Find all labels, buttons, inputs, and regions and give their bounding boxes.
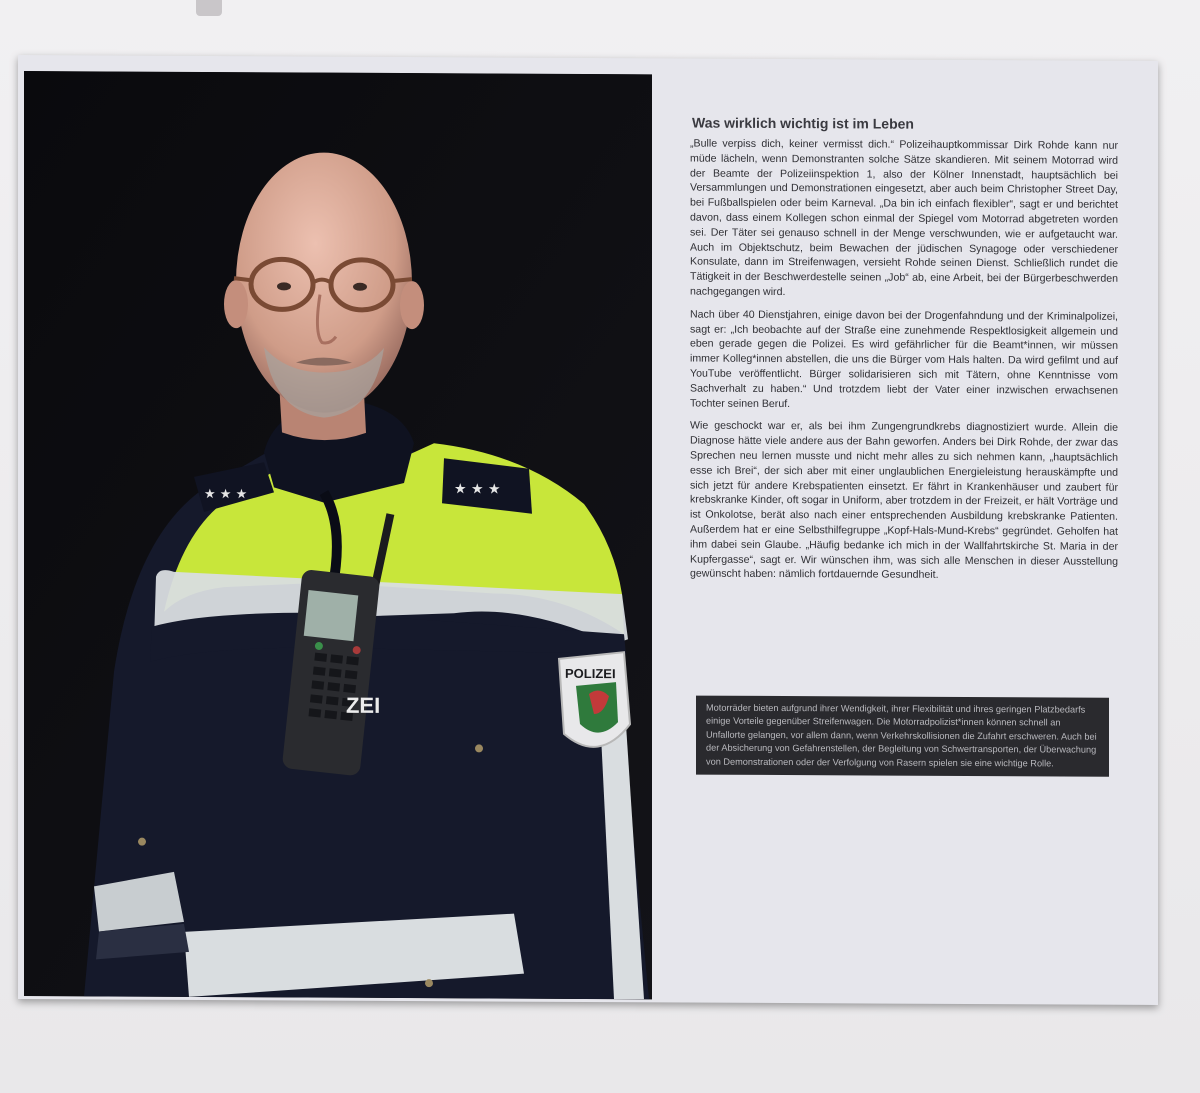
article-paragraph: Nach über 40 Dienstjahren, einige davon bei der Drogenfahndung und der Kriminalpolizei, sagt er: „Ich beobachte auf der Straße eine zunehmende Respektlosigkeit allgemein und eben gerade gegen die Polizei. Es wird gefährlicher für die Beamt*innen, wir müssen immer Kolleg*innen abstellen, die uns die Bürger vom Hals halten. Da wird gefilmt und auf YouTube veröffentlicht. Bürger solidarisieren sich mit Tätern, ohne Kenntnisse vom Sachverhalt zu haben.“ Und trotzdem liebt der Vater einer inzwischen erwachsenen Tochter seinen Beruf. <box>690 308 1118 410</box>
article-paragraph: „Bulle verpiss dich, keiner vermisst dich.“ Polizeihauptkommissar Dirk Rohde kann nur müde lächeln, wenn Demonstranten solche Sätze skandieren. Mit seinem Motorrad wird der Beamte der Polizeiinspektion 1, also der Kölner Innenstadt, hauptsächlich bei Versammlungen und Demonstrationen eingesetzt, aber auch beim Christopher Street Day, bei Fußballspielen oder beim Karneval. „Da bin ich einfach flexibler“, sagt er und berichtet davon, dass einem Kollegen schon einmal der Spiegel vom Motorrad abgetreten worden sei. Der Täter sei genauso schnell in der Menge verschwunden, wie er aufgetaucht war. Auch im Objektschutz, beim Bewachen der jüdischen Synagoge oder verschiedener Konsulate, dann im Streifenwagen, versieht Rohde seinen Dienst. Schließlich rundet die Tätigkeit in der Beschwerdestelle seinen „Job“ ab, eine Arbeit, bei der Bürgerbeschwerden nachgegangen wird. <box>690 137 1118 299</box>
jacket-lettering: ZEI <box>346 692 381 718</box>
article-paragraph: Wie geschockt war er, als bei ihm Zungengrundkrebs diagnostiziert wurde. Allein die Diagnose hätte viele andere aus der Bahn geworfen. Anders bei Dirk Rohde, der zwar das Sprechen neu lernen musste und nicht mehr alles zu sich nehmen kann, „hauptsächlich esse ich Brei“, der sich aber mit einer unglaublichen Energieleistung herauskämpfte und sich jetzt für andere Krebspatienten einsetzt. Er fährt in Krankenhäuser und zaubert für krebskranke Kinder, oft sogar in Uniform, aber trotzdem in der Freizeit, er hält Vorträge und ist Onkolotse, berät also nach einer entsprechenden Ausbildung krebskranke Patienten. Außerdem hat er eine Selbsthilfegruppe „Kopf-Hals-Mund-Krebs“ gegründet. Geholfen hat ihm dabei sein Glaube. „Häufig bedanke ich mich in der Wallfahrtskirche St. Maria in der Kupfergasse“, sagt er. Wir wünschen ihm, was sich alle Menschen in dieser Ausstellung gewünscht haben: nämlich fortdauernde Gesundheit. <box>690 419 1118 582</box>
portrait-photo <box>24 71 652 999</box>
svg-text:★ ★ ★: ★ ★ ★ <box>454 481 501 498</box>
article-headline: Was wirklich wichtig ist im Leben <box>692 114 914 132</box>
svg-text:★ ★ ★: ★ ★ ★ <box>204 486 248 503</box>
article-text <box>678 114 1118 591</box>
sleeve-badge-text: POLIZEI <box>565 665 616 682</box>
info-box: Motorräder bieten aufgrund ihrer Wendigkeit, ihrer Flexibilität und ihres geringen Platzbedarfs einige Vorteile gegenüber Streifenwagen. Die Motorradpolizist*innen können schnell an Unfallorte gelangen, vor allem dann, wenn Verkehrskollisionen die Zufahrt erschweren. Auch bei der Absicherung von Gefahrenstellen, der Begleitung von Schwertransporten, der Überwachung von Demonstrationen oder der Verfolgung von Rasern spielen sie eine wichtige Rolle. <box>696 696 1109 777</box>
exhibition-panel <box>18 55 1158 1005</box>
wall-hook <box>196 0 222 16</box>
police-officer-portrait <box>24 71 652 999</box>
